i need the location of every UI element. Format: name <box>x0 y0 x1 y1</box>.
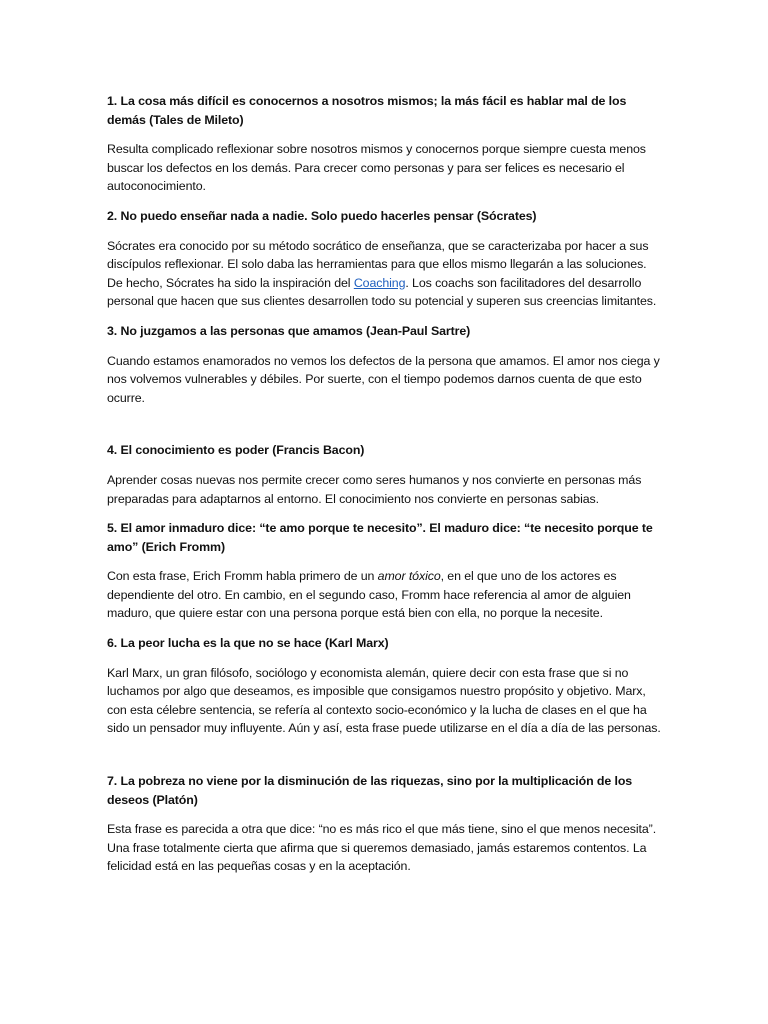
quote-6-body: Karl Marx, un gran filósofo, sociólogo y economista alemán, quiere decir con esta frase que si no luchamos por algo que deseamos, es imposible que consigamos nuestro propósito y objetivo. Marx, con esta célebre sentencia, se refería al contexto socio-económico y la lucha de clases en el que ha sido un pensador muy influyente. Aún y así, esta frase puede utilizarse en el día a día de las personas. <box>107 665 661 736</box>
quote-5-body <box>107 567 664 623</box>
quote-2-heading: 2. No puedo enseñar nada a nadie. Solo puedo hacerles pensar (Sócrates) <box>107 208 537 223</box>
quote-2-body-part-1: Sócrates era conocido por su método socrático de enseñanza, que se caracterizaba por hacer a sus discípulos reflexionar. El solo daba las herramientas para que ellos mismo llegarán a las soluciones. De hecho, Sócrates ha sido la inspiración del <box>107 238 649 290</box>
quote-5-body-part-2: , en el que uno de los actores es dependiente del otro. En cambio, en el segundo caso, Fromm hace referencia al amor de alguien maduro, que quiere estar con una persona porque está bien con ella, no porque la necesite. <box>107 569 631 621</box>
coaching-link[interactable]: Coaching <box>353 275 406 290</box>
quote-7-body: Esta frase es parecida a otra que dice: “no es más rico el que más tiene, sino el que menos necesita”. Una frase totalmente cierta que afirma que si queremos demasiado, jamás estaremos contentos. La felicidad está en las pequeñas cosas y en la aceptación. <box>107 822 657 874</box>
quote-2-body <box>107 237 664 311</box>
quote-4-body: Aprender cosas nuevas nos permite crecer como seres humanos y nos convierte en personas más preparadas para adaptarnos al entorno. El conocimiento nos convierte en personas sabias. <box>107 472 642 506</box>
quote-1-body: Resulta complicado reflexionar sobre nosotros mismos y conocernos porque siempre cuesta menos buscar los defectos en los demás. Para crecer como personas y para ser felices es necesario el autoconocimiento. <box>107 142 646 194</box>
quote-3-heading: 3. No juzgamos a las personas que amamos (Jean-Paul Sartre) <box>107 323 471 338</box>
quote-4-heading: 4. El conocimiento es poder (Francis Bacon) <box>107 443 365 458</box>
quote-2-body-part-2: . Los coachs son facilitadores del desarrollo personal que hacen que sus clientes desarrollen todo su potencial y superen sus creencias limitantes. <box>107 275 657 309</box>
quote-7-heading: 7. La pobreza no viene por la disminución de las riquezas, sino por la multiplicación de los deseos (Platón) <box>107 774 633 807</box>
quote-3-body: Cuando estamos enamorados no vemos los defectos de la persona que amamos. El amor nos ciega y nos volvemos vulnerables y débiles. Por suerte, con el tiempo podemos darnos cuenta de que esto ocurre. <box>107 353 660 405</box>
quote-5-emphasis: amor tóxico <box>377 569 441 584</box>
spacer <box>107 749 664 772</box>
quote-1-heading: 1. La cosa más difícil es conocernos a nosotros mismos; la más fácil es hablar mal de los demás (Tales de Mileto) <box>107 94 627 127</box>
quote-5-heading: 5. El amor inmaduro dice: “te amo porque te necesito”. El maduro dice: “te necesito porque te amo” (Erich Fromm) <box>107 521 653 554</box>
spacer <box>107 418 664 441</box>
quote-5-body-part-1: Con esta frase, Erich Fromm habla primero de un <box>107 569 378 584</box>
quote-6-heading: 6. La peor lucha es la que no se hace (Karl Marx) <box>107 636 389 651</box>
